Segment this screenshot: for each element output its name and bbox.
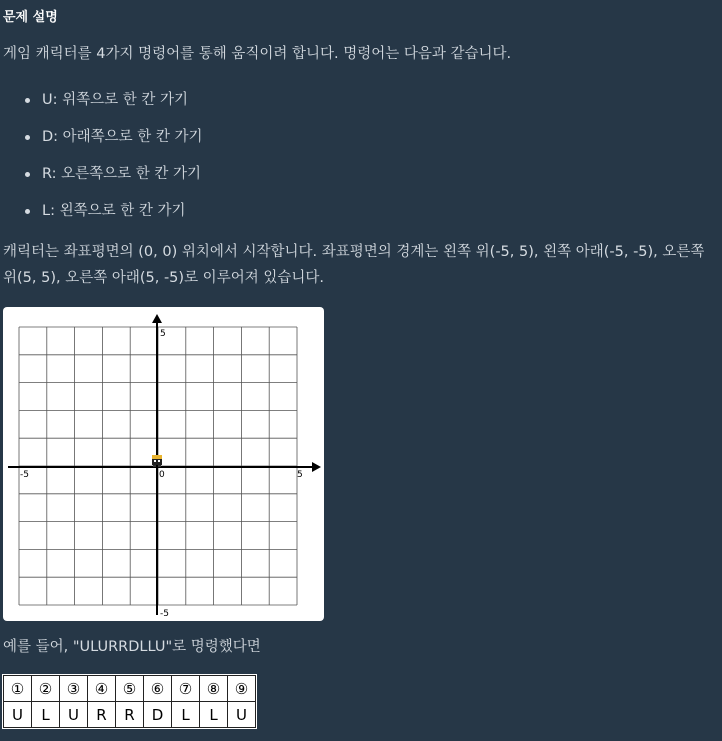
- move-command: U: [228, 702, 256, 728]
- step-number: ①: [4, 676, 32, 702]
- x-min-label: -5: [20, 470, 29, 480]
- step-number: ④: [88, 676, 116, 702]
- coordinate-plane-figure: [3, 307, 324, 621]
- move-command: R: [88, 702, 116, 728]
- command-item-up: U: 위쪽으로 한 칸 가기: [22, 88, 203, 125]
- move-command: L: [32, 702, 60, 728]
- move-command: L: [200, 702, 228, 728]
- command-sequence-table: [3, 675, 256, 728]
- move-command: U: [4, 702, 32, 728]
- coordinate-plane: [3, 307, 324, 621]
- step-number: ⑤: [116, 676, 144, 702]
- command-item-right: R: 오른쪽으로 한 칸 가기: [22, 162, 203, 199]
- step-number: ⑥: [144, 676, 172, 702]
- step-number: ⑨: [228, 676, 256, 702]
- x-axis-arrow: [312, 462, 321, 472]
- origin-label: 0: [159, 470, 165, 480]
- example-text: 예를 들어, "ULURRDLLU"로 명령했다면: [3, 639, 261, 655]
- intro-text: 게임 캐릭터를 4가지 명령어를 통해 움직이려 합니다. 명령어는 다음과 같습니다.: [3, 46, 512, 62]
- step-number: ②: [32, 676, 60, 702]
- move-command: R: [116, 702, 144, 728]
- command-item-left: L: 왼쪽으로 한 칸 가기: [22, 199, 203, 236]
- command-list: [22, 88, 203, 236]
- step-number: ⑦: [172, 676, 200, 702]
- boundary-text: 캐릭터는 좌표평면의 (0, 0) 위치에서 시작합니다. 좌표평면의 경계는 왼쪽 위(-5, 5), 왼쪽 아래(-5, -5), 오른쪽 위(5, 5), 오른쪽 아래(5, -5)로 이루어져 있습니다.: [3, 244, 705, 286]
- step-number: ③: [60, 676, 88, 702]
- y-min-label: -5: [160, 609, 169, 619]
- move-command: L: [172, 702, 200, 728]
- step-number: ⑧: [200, 676, 228, 702]
- y-max-label: 5: [160, 329, 166, 339]
- problem-heading: 문제 설명: [3, 10, 58, 25]
- command-item-down: D: 아래쪽으로 한 칸 가기: [22, 125, 203, 162]
- y-axis-arrow: [152, 314, 162, 323]
- move-command: D: [144, 702, 172, 728]
- step-number-row: [4, 676, 256, 702]
- x-max-label: 5: [297, 470, 303, 480]
- move-command: U: [60, 702, 88, 728]
- move-row: [4, 702, 256, 728]
